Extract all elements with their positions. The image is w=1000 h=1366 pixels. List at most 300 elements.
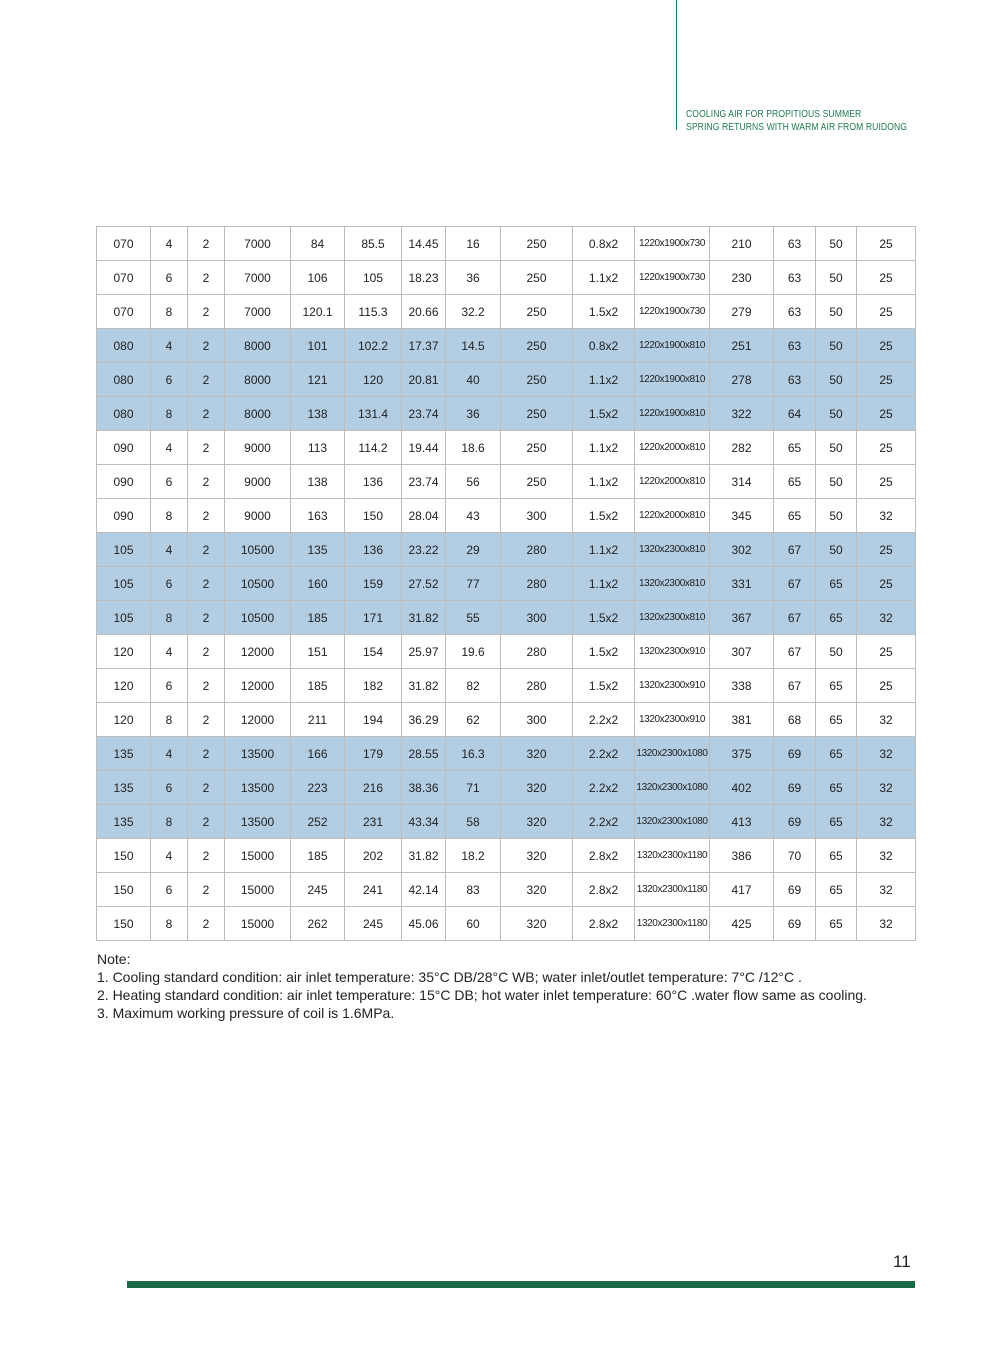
table-cell: 65 (816, 567, 857, 601)
table-cell: 1220x1900x730 (635, 261, 710, 295)
table-cell: 114.2 (345, 431, 402, 465)
table-cell: 4 (151, 329, 188, 363)
table-cell: 2.8x2 (573, 839, 635, 873)
table-cell: 50 (816, 295, 857, 329)
table-cell: 2 (188, 431, 225, 465)
table-cell: 8000 (225, 363, 291, 397)
table-cell: 85.5 (345, 227, 402, 261)
table-cell: 245 (291, 873, 345, 907)
table-cell: 4 (151, 533, 188, 567)
table-cell: 13500 (225, 805, 291, 839)
table-cell: 1320x2300x1080 (635, 805, 710, 839)
table-cell: 320 (501, 907, 573, 941)
table-cell: 32 (857, 601, 916, 635)
table-cell: 69 (774, 873, 816, 907)
table-cell: 216 (345, 771, 402, 805)
table-row (97, 567, 916, 601)
table-cell: 6 (151, 771, 188, 805)
table-cell: 65 (816, 771, 857, 805)
table-cell: 69 (774, 737, 816, 771)
table-cell: 25 (857, 567, 916, 601)
table-cell: 120 (345, 363, 402, 397)
table-cell: 84 (291, 227, 345, 261)
table-cell: 1320x2300x1180 (635, 907, 710, 941)
table-cell: 2 (188, 329, 225, 363)
table-cell: 65 (816, 907, 857, 941)
table-cell: 413 (710, 805, 774, 839)
table-cell: 8 (151, 295, 188, 329)
table-cell: 65 (816, 601, 857, 635)
tagline-line-2: SPRING RETURNS WITH WARM AIR FROM RUIDONG (686, 122, 908, 133)
table-cell: 2 (188, 397, 225, 431)
table-cell: 2.2x2 (573, 771, 635, 805)
table-cell: 210 (710, 227, 774, 261)
table-cell: 090 (97, 465, 151, 499)
table-cell: 375 (710, 737, 774, 771)
notes-section (97, 950, 867, 1022)
table-cell: 1.5x2 (573, 669, 635, 703)
table-cell: 6 (151, 465, 188, 499)
table-cell: 2 (188, 567, 225, 601)
table-cell: 136 (345, 465, 402, 499)
table-cell: 25 (857, 295, 916, 329)
table-cell: 179 (345, 737, 402, 771)
table-cell: 280 (501, 669, 573, 703)
table-cell: 28.55 (402, 737, 446, 771)
table-cell: 090 (97, 499, 151, 533)
specification-table-body (97, 227, 916, 941)
table-cell: 1320x2300x910 (635, 635, 710, 669)
table-cell: 32 (857, 839, 916, 873)
table-cell: 10500 (225, 567, 291, 601)
table-cell: 65 (816, 805, 857, 839)
table-cell: 71 (446, 771, 501, 805)
table-cell: 25 (857, 363, 916, 397)
table-cell: 2.2x2 (573, 805, 635, 839)
table-cell: 19.6 (446, 635, 501, 669)
table-cell: 12000 (225, 635, 291, 669)
table-cell: 32 (857, 805, 916, 839)
table-cell: 36 (446, 397, 501, 431)
table-cell: 32 (857, 873, 916, 907)
table-cell: 31.82 (402, 669, 446, 703)
table-cell: 63 (774, 329, 816, 363)
table-cell: 182 (345, 669, 402, 703)
table-cell: 105 (97, 601, 151, 635)
table-cell: 25 (857, 465, 916, 499)
table-cell: 250 (501, 397, 573, 431)
table-cell: 70 (774, 839, 816, 873)
table-cell: 62 (446, 703, 501, 737)
table-cell: 280 (501, 533, 573, 567)
table-cell: 2 (188, 771, 225, 805)
table-cell: 1320x2300x810 (635, 533, 710, 567)
table-cell: 1.1x2 (573, 533, 635, 567)
table-cell: 2.2x2 (573, 703, 635, 737)
table-cell: 250 (501, 329, 573, 363)
table-cell: 32 (857, 499, 916, 533)
table-cell: 101 (291, 329, 345, 363)
table-cell: 58 (446, 805, 501, 839)
table-cell: 1.5x2 (573, 295, 635, 329)
table-cell: 381 (710, 703, 774, 737)
table-cell: 36.29 (402, 703, 446, 737)
table-cell: 1.1x2 (573, 363, 635, 397)
table-cell: 65 (816, 737, 857, 771)
table-cell: 320 (501, 839, 573, 873)
table-cell: 25.97 (402, 635, 446, 669)
table-cell: 171 (345, 601, 402, 635)
table-cell: 138 (291, 397, 345, 431)
table-cell: 2 (188, 635, 225, 669)
table-cell: 154 (345, 635, 402, 669)
table-cell: 2 (188, 227, 225, 261)
table-cell: 120.1 (291, 295, 345, 329)
table-cell: 17.37 (402, 329, 446, 363)
table-cell: 6 (151, 669, 188, 703)
table-cell: 12000 (225, 669, 291, 703)
table-cell: 135 (97, 737, 151, 771)
table-cell: 2.8x2 (573, 873, 635, 907)
table-cell: 279 (710, 295, 774, 329)
table-cell: 25 (857, 397, 916, 431)
table-cell: 50 (816, 261, 857, 295)
table-cell: 4 (151, 227, 188, 261)
table-cell: 50 (816, 431, 857, 465)
table-cell: 56 (446, 465, 501, 499)
table-cell: 1220x1900x730 (635, 227, 710, 261)
table-cell: 135 (291, 533, 345, 567)
table-cell: 50 (816, 363, 857, 397)
table-cell: 250 (501, 431, 573, 465)
table-cell: 18.6 (446, 431, 501, 465)
table-cell: 25 (857, 431, 916, 465)
table-cell: 194 (345, 703, 402, 737)
table-cell: 131.4 (345, 397, 402, 431)
table-cell: 50 (816, 397, 857, 431)
table-cell: 402 (710, 771, 774, 805)
table-cell: 1320x2300x1080 (635, 771, 710, 805)
table-cell: 386 (710, 839, 774, 873)
table-cell: 8 (151, 805, 188, 839)
table-cell: 185 (291, 669, 345, 703)
table-cell: 15000 (225, 873, 291, 907)
table-cell: 67 (774, 635, 816, 669)
table-cell: 1.1x2 (573, 261, 635, 295)
table-cell: 7000 (225, 227, 291, 261)
table-cell: 31.82 (402, 601, 446, 635)
table-cell: 250 (501, 227, 573, 261)
table-cell: 67 (774, 533, 816, 567)
table-cell: 1320x2300x810 (635, 567, 710, 601)
table-cell: 150 (97, 907, 151, 941)
table-cell: 1320x2300x1180 (635, 839, 710, 873)
table-cell: 245 (345, 907, 402, 941)
table-cell: 28.04 (402, 499, 446, 533)
table-cell: 8 (151, 601, 188, 635)
table-cell: 69 (774, 771, 816, 805)
table-cell: 105 (345, 261, 402, 295)
table-cell: 50 (816, 533, 857, 567)
table-cell: 080 (97, 329, 151, 363)
table-cell: 32 (857, 771, 916, 805)
table-cell: 2.8x2 (573, 907, 635, 941)
table-cell: 250 (501, 261, 573, 295)
table-cell: 13500 (225, 737, 291, 771)
table-cell: 55 (446, 601, 501, 635)
table-cell: 10500 (225, 533, 291, 567)
header-divider-line (676, 0, 677, 130)
table-row (97, 873, 916, 907)
table-cell: 2 (188, 839, 225, 873)
table-cell: 8000 (225, 397, 291, 431)
table-cell: 2 (188, 533, 225, 567)
table-cell: 314 (710, 465, 774, 499)
table-cell: 4 (151, 635, 188, 669)
table-row (97, 601, 916, 635)
table-cell: 300 (501, 601, 573, 635)
table-cell: 1320x2300x1080 (635, 737, 710, 771)
table-cell: 2 (188, 261, 225, 295)
table-cell: 417 (710, 873, 774, 907)
note-item-1: 1. Cooling standard condition: air inlet temperature: 35°C DB/28°C WB; water inlet/outlet temperature: 7°C /12°C . (97, 969, 802, 985)
table-cell: 282 (710, 431, 774, 465)
table-cell: 185 (291, 601, 345, 635)
table-cell: 82 (446, 669, 501, 703)
table-cell: 1.5x2 (573, 499, 635, 533)
table-cell: 32.2 (446, 295, 501, 329)
table-cell: 105 (97, 533, 151, 567)
table-cell: 331 (710, 567, 774, 601)
table-cell: 0.8x2 (573, 329, 635, 363)
table-cell: 10500 (225, 601, 291, 635)
table-cell: 251 (710, 329, 774, 363)
table-cell: 241 (345, 873, 402, 907)
table-cell: 121 (291, 363, 345, 397)
table-cell: 25 (857, 329, 916, 363)
table-cell: 150 (97, 839, 151, 873)
table-cell: 2.2x2 (573, 737, 635, 771)
table-cell: 18.23 (402, 261, 446, 295)
table-cell: 9000 (225, 499, 291, 533)
table-cell: 31.82 (402, 839, 446, 873)
table-cell: 338 (710, 669, 774, 703)
table-cell: 45.06 (402, 907, 446, 941)
table-cell: 69 (774, 805, 816, 839)
notes-heading: Note: (97, 951, 131, 967)
table-cell: 14.45 (402, 227, 446, 261)
table-cell: 070 (97, 295, 151, 329)
table-cell: 8 (151, 907, 188, 941)
table-cell: 185 (291, 839, 345, 873)
table-cell: 250 (501, 295, 573, 329)
table-cell: 166 (291, 737, 345, 771)
table-cell: 6 (151, 873, 188, 907)
table-cell: 65 (774, 499, 816, 533)
table-cell: 105 (97, 567, 151, 601)
table-cell: 7000 (225, 261, 291, 295)
table-cell: 43.34 (402, 805, 446, 839)
table-cell: 7000 (225, 295, 291, 329)
table-cell: 29 (446, 533, 501, 567)
table-cell: 280 (501, 567, 573, 601)
tagline-line-1: COOLING AIR FOR PROPITIOUS SUMMER (686, 109, 862, 120)
table-cell: 120 (97, 703, 151, 737)
table-cell: 32 (857, 737, 916, 771)
table-cell: 65 (774, 431, 816, 465)
table-cell: 6 (151, 363, 188, 397)
table-cell: 1220x1900x810 (635, 397, 710, 431)
table-cell: 50 (816, 329, 857, 363)
table-cell: 19.44 (402, 431, 446, 465)
table-cell: 2 (188, 363, 225, 397)
page-number: 11 (893, 1252, 911, 1271)
table-cell: 135 (97, 771, 151, 805)
table-cell: 38.36 (402, 771, 446, 805)
table-row (97, 635, 916, 669)
table-cell: 25 (857, 533, 916, 567)
table-cell: 2 (188, 737, 225, 771)
table-cell: 2 (188, 295, 225, 329)
table-cell: 1320x2300x910 (635, 703, 710, 737)
table-cell: 302 (710, 533, 774, 567)
table-cell: 36 (446, 261, 501, 295)
table-row (97, 533, 916, 567)
table-cell: 60 (446, 907, 501, 941)
table-cell: 151 (291, 635, 345, 669)
table-cell: 2 (188, 907, 225, 941)
table-cell: 150 (97, 873, 151, 907)
table-cell: 250 (501, 363, 573, 397)
table-cell: 65 (816, 703, 857, 737)
table-cell: 2 (188, 669, 225, 703)
note-item-2: 2. Heating standard condition: air inlet temperature: 15°C DB; hot water inlet temperature: 60°C .water flow same as cooling. (97, 987, 867, 1003)
table-cell: 67 (774, 601, 816, 635)
table-cell: 12000 (225, 703, 291, 737)
table-cell: 367 (710, 601, 774, 635)
table-cell: 1220x2000x810 (635, 499, 710, 533)
table-cell: 23.74 (402, 465, 446, 499)
table-cell: 320 (501, 771, 573, 805)
table-row (97, 669, 916, 703)
table-cell: 23.22 (402, 533, 446, 567)
table-cell: 1.5x2 (573, 397, 635, 431)
table-cell: 150 (345, 499, 402, 533)
table-cell: 1.1x2 (573, 567, 635, 601)
table-cell: 63 (774, 363, 816, 397)
table-cell: 40 (446, 363, 501, 397)
table-cell: 280 (501, 635, 573, 669)
table-cell: 65 (774, 465, 816, 499)
table-cell: 252 (291, 805, 345, 839)
table-row (97, 805, 916, 839)
brand-tagline (686, 108, 907, 134)
table-cell: 15000 (225, 839, 291, 873)
table-cell: 32 (857, 703, 916, 737)
table-cell: 83 (446, 873, 501, 907)
table-row (97, 329, 916, 363)
table-cell: 63 (774, 227, 816, 261)
table-cell: 106 (291, 261, 345, 295)
table-cell: 25 (857, 261, 916, 295)
table-cell: 231 (345, 805, 402, 839)
table-cell: 322 (710, 397, 774, 431)
table-cell: 1220x2000x810 (635, 431, 710, 465)
table-cell: 1220x1900x810 (635, 329, 710, 363)
table-cell: 120 (97, 669, 151, 703)
table-cell: 102.2 (345, 329, 402, 363)
table-cell: 320 (501, 873, 573, 907)
table-cell: 68 (774, 703, 816, 737)
table-cell: 1220x1900x730 (635, 295, 710, 329)
specification-table (96, 226, 916, 941)
table-cell: 070 (97, 227, 151, 261)
table-cell: 65 (816, 669, 857, 703)
table-cell: 27.52 (402, 567, 446, 601)
table-row (97, 465, 916, 499)
table-cell: 080 (97, 363, 151, 397)
table-cell: 13500 (225, 771, 291, 805)
table-cell: 20.81 (402, 363, 446, 397)
table-cell: 14.5 (446, 329, 501, 363)
table-cell: 20.66 (402, 295, 446, 329)
table-row (97, 737, 916, 771)
table-cell: 080 (97, 397, 151, 431)
table-cell: 090 (97, 431, 151, 465)
table-cell: 163 (291, 499, 345, 533)
table-row (97, 431, 916, 465)
table-cell: 2 (188, 873, 225, 907)
table-cell: 9000 (225, 465, 291, 499)
table-row (97, 499, 916, 533)
table-cell: 135 (97, 805, 151, 839)
table-cell: 2 (188, 601, 225, 635)
table-cell: 1320x2300x810 (635, 601, 710, 635)
table-row (97, 363, 916, 397)
table-cell: 9000 (225, 431, 291, 465)
table-cell: 345 (710, 499, 774, 533)
table-cell: 4 (151, 431, 188, 465)
table-cell: 425 (710, 907, 774, 941)
table-cell: 307 (710, 635, 774, 669)
table-row (97, 907, 916, 941)
table-cell: 50 (816, 227, 857, 261)
table-row (97, 839, 916, 873)
table-cell: 4 (151, 839, 188, 873)
table-cell: 070 (97, 261, 151, 295)
table-cell: 43 (446, 499, 501, 533)
table-cell: 320 (501, 737, 573, 771)
table-cell: 25 (857, 669, 916, 703)
table-cell: 23.74 (402, 397, 446, 431)
table-cell: 50 (816, 465, 857, 499)
note-item-3: 3. Maximum working pressure of coil is 1.6MPa. (97, 1005, 395, 1021)
table-cell: 16.3 (446, 737, 501, 771)
table-cell: 63 (774, 261, 816, 295)
table-cell: 278 (710, 363, 774, 397)
table-cell: 77 (446, 567, 501, 601)
table-cell: 0.8x2 (573, 227, 635, 261)
table-cell: 63 (774, 295, 816, 329)
table-cell: 300 (501, 499, 573, 533)
table-cell: 15000 (225, 907, 291, 941)
table-cell: 2 (188, 703, 225, 737)
table-cell: 120 (97, 635, 151, 669)
table-row (97, 227, 916, 261)
table-cell: 6 (151, 261, 188, 295)
table-cell: 320 (501, 805, 573, 839)
table-cell: 211 (291, 703, 345, 737)
